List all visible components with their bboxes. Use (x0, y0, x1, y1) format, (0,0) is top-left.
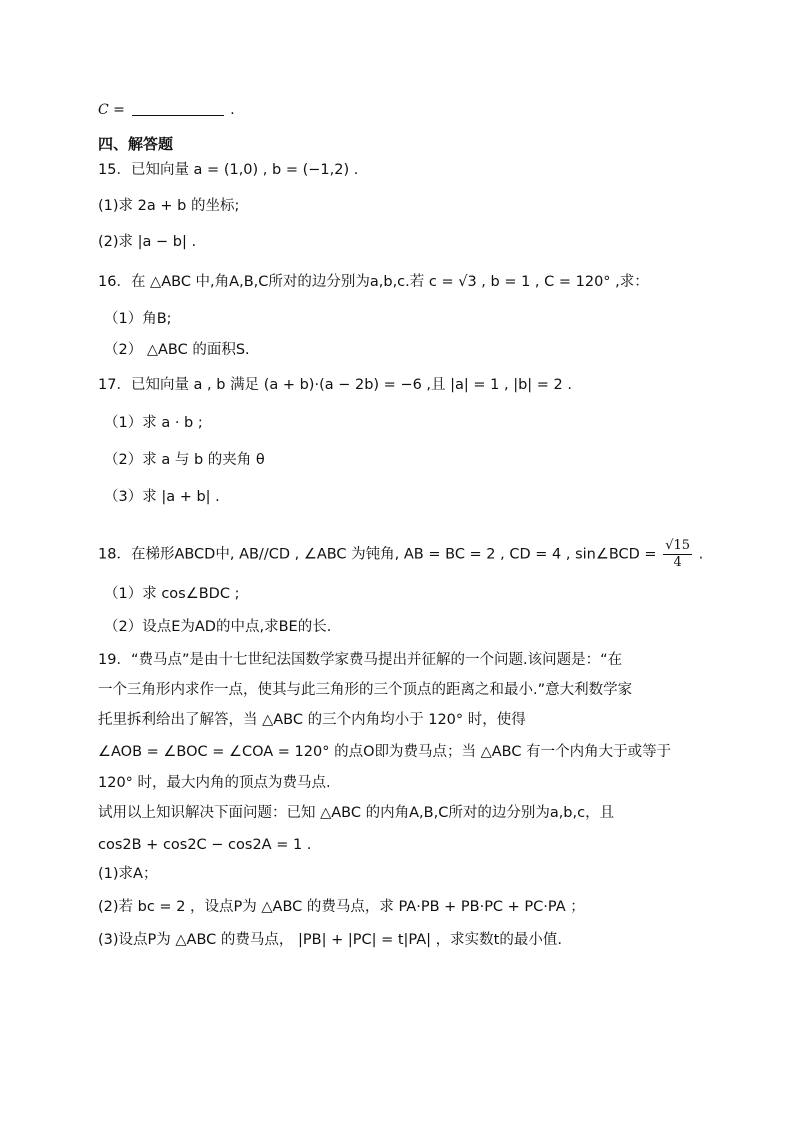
fraction-numerator: √15 (665, 538, 691, 553)
q15-part1: (1)求 2a + b 的坐标; (98, 198, 240, 214)
q17-part3: （3）求 |a + b| . (104, 489, 220, 505)
c-fill-blank-line (98, 100, 235, 120)
q19-part1: (1)求A； (98, 866, 158, 882)
c-label: C = (98, 102, 125, 118)
q19-line4: ∠AOB = ∠BOC = ∠COA = 120° 的点O即为费马点；当 △ABC 有一个内角大于或等于 (98, 744, 672, 760)
q18-fraction (663, 538, 692, 571)
q17-part1: （1）求 a · b ; (104, 415, 203, 431)
q16-stem: 16．在 △ABC 中,角A,B,C所对的边分别为a,b,c.若 c = √3 , b = 1 , C = 120° ,求： (98, 274, 649, 290)
q15-stem: 15．已知向量 a = (1,0) , b = (−1,2) . (98, 162, 359, 178)
q17-part2: （2）求 a 与 b 的夹角 θ (104, 452, 265, 468)
q18-part2: （2）设点E为AD的中点,求BE的长. (104, 619, 332, 635)
q16-part1: （1）角B; (104, 311, 172, 327)
section-heading: 四、解答题 (98, 135, 174, 153)
c-tail: . (230, 102, 235, 118)
q19-line3: 托里拆利给出了解答，当 △ABC 的三个内角均小于 120° 时，使得 (98, 712, 526, 728)
q19-line7: cos2B + cos2C − cos2A = 1 . (98, 837, 312, 853)
q15-part2: (2)求 |a − b| . (98, 234, 197, 250)
q17-stem: 17．已知向量 a , b 满足 (a + b)·(a − 2b) = −6 ,且 |a| = 1 , |b| = 2 . (98, 377, 573, 393)
q19-line5: 120° 时，最大内角的顶点为费马点. (98, 775, 331, 791)
q18-stem (98, 538, 703, 571)
q19-part3: (3)设点P为 △ABC 的费马点， |PB| + |PC| = t|PA| ，求实数t的最小值. (98, 932, 562, 948)
fraction-denominator: 4 (673, 555, 682, 570)
q19-line6: 试用以上知识解决下面问题：已知 △ABC 的内角A,B,C所对的边分别为a,b,c，且 (98, 805, 615, 821)
q18-stem-end: . (698, 546, 704, 563)
q19-line2: 一个三角形内求作一点，使其与此三角形的三个顶点的距离之和最小.”意大利数学家 (98, 682, 633, 698)
q19-line1: 19．“费马点”是由十七世纪法国数学家费马提出并征解的一个问题.该问题是：“在 (98, 652, 623, 668)
q18-part1: （1）求 cos∠BDC ; (104, 586, 240, 602)
q16-part2: （2） △ABC 的面积S. (104, 342, 250, 358)
q19-part2: (2)若 bc = 2 ，设点P为 △ABC 的费马点，求 PA·PB + PB·PC + PC·PA ； (98, 899, 585, 915)
answer-blank (132, 101, 224, 116)
q18-stem-text: 18．在梯形ABCD中, AB//CD , ∠ABC 为钝角, AB = BC = 2 , CD = 4 , sin∠BCD = (98, 546, 657, 563)
